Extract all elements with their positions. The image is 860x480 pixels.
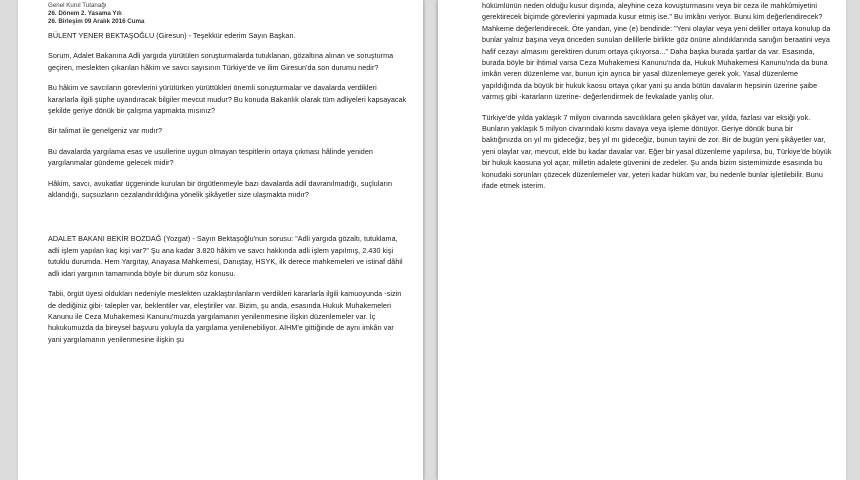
header-session: 26. Birleşim 09 Aralık 2016 Cuma [48,18,145,25]
paragraph: BÜLENT YENER BEKTAŞOĞLU (Giresun) - Teşekkür ederim Sayın Başkan. [48,31,296,40]
document-page-right [438,0,846,480]
section-gap [48,200,409,224]
paragraph: Bu davalarda yargılama esas ve usullerine uygun olmayan tespitlerin ortaya çıkması hâlinde yeniden yargılanmalar gündeme gelecek midir? [48,146,373,168]
paragraph: Bir talimat ile genelgeniz var mıdır? [48,126,163,136]
header-term: 26. Dönem 2. Yasama Yılı [48,10,122,17]
paragraph: hükümlünün neden olduğu kusur dışında, aleyhine ceza kovuşturmasını veya bir ceza ile mahkûmiyetini gerektirecek biçimde görevlerini yapmada kusur etmiş ise." Bu imkânı veriyor. Bunu kim değerlendirecek? Mahkeme değerlendirecek. Öte yandan, yine (e) bendinde: "Yeni olaylar veya yeni deliller ortaya konulup da bunlar yalnız başına veya önceden sunulan delillerle birlikte göz önüne alındıklarında sanığın beraatini veya hafif cezayı almasını gerektiren durum ortaya çıkıyorsa..." Daha başka burada şartlar da var. Esasında, burada böyle bir ihtimal varsa Ceza Muhakemesi Kanunu'nda da, Hukuk Muhakemesi Kanunu'nda da buna imkân veren düzenleme var, bunun için ayrıca bir yasal düzenlemeye gerek yok. Yasal düzenleme yapıldığında da büyük bir hukuk kaosu ortaya çıkar yani şu anda bütün davaların hepsinin üzerine şaibe varmış gibi -kararların üzerine- değerlendirmek de fevkalade yanlış olur. [482,1,831,102]
paragraph: Hâkim, savcı, avukatlar üçgeninde kurulan bir örgütlenmeyle bazı davalarda adil davranılmadığı, suçluların aklandığı, suçsuzların cezalandırıldığına yönelik şikâyetler size ulaşmakta mıdır? [48,178,393,200]
paragraph: Türkiye'de yılda yaklaşık 7 milyon civarında savcılıklara gelen şikâyet var, yılda, fazlası var eksiği yok. Bunların yaklaşık 5 milyon civarındaki kısmı davaya veya işleme dönüyor. Geriye dönük buna bir baktığınızda on yıl mı gideceğiz, beş yıl mı gideceğiz, bunun tayini de zor. Bir de bugün yeni şikâyetler var, yeni olaylar var, mevcut, elde bu kadar davalar var. Eğer bir yasal düzenleme yapılırsa, bu, Türkiye'de büyük bir hukuk kaosuna yol açar, milletin adalete güvenini de zedeler. Şu anda bizim sistemimizde esasında bu konudaki sorunları çözecek düzenlemeler var, yeteri kadar hüküm var, bu nedenle bunlar işletilebilir. Bunu ifade etmek isterim. [482,112,832,191]
paragraph: ADALET BAKANI BEKİR BOZDAĞ (Yozgat) - Sayın Bektaşoğlu'nun sorusu: "Adli yargıda gözaltı, tutuklama, adli işlem yapılan kaç kişi var?" Şu ana kadar 3.820 hâkim ve savcı hakkında adli işlem yapılmış, 2.430 kişi tutuklu durumda. Hem Yargıtay, Anayasa Mahkemesi, Danıştay, HSYK, ilk derece mahkemeleri ve istinaf dâhil adli idari yargının tamamında böyle bir durum söz konusu. [48,234,403,278]
header-title: Genel Kurul Tutanağı [48,2,107,9]
document-page-left [18,0,423,480]
paragraph: Tabii, örgüt üyesi oldukları nedeniyle meslekten uzaklaştırılanların verdikleri kararlarla ilgili kamuoyunda -sizin de dediğiniz gibi- talepler var, beklentiler var, eleştiriler var. Bizim, şu anda, esasında Hukuk Muhakemeleri Kanunu ile Ceza Muhakemesi Kanunu'muzda yargılamanın yenilenmesine ilişkin düzenlemeler var. İç hukukumuzda da bireysel başvuru yoluyla da yargılama yenilenebiliyor. AİHM'e gittiğinde de aynı imkân var yani yargılamanın yenilenmesine ilişkin şu [48,289,402,344]
paragraph: Bu hâkim ve savcıların görevlerini yürütürken yürüttükleri önemli soruşturmalar ve davalarda verdikleri kararlarla ilgili şüphe uyandıracak bilgiler mevcut mudur? Bu konuda Bakanlık olarak tüm adliyeleri kapsayacak şekilde geriye dönük bir çalışma yapmakta mısınız? [48,83,407,116]
paragraph: Sorum, Adalet Bakanına Adli yargıda yürütülen soruşturmalarda tutuklanan, gözaltına alınan ve soruşturma geçiren, meslekten çıkarılan hâkim ve savcı sayısının Türkiye'de ve ilim Giresun'da son durumu nedir? [48,51,394,72]
document-header [48,2,409,26]
